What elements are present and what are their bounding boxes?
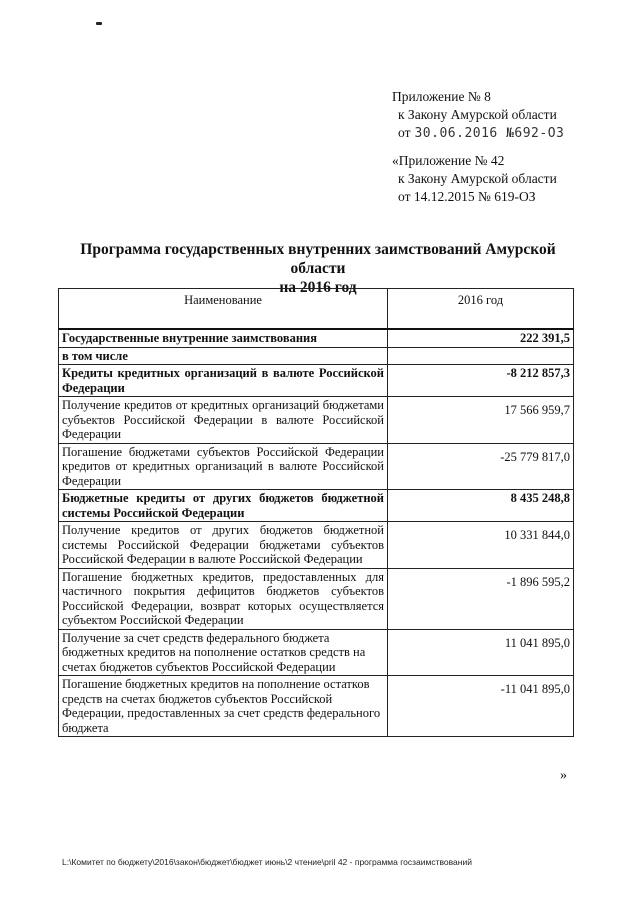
- table-row: [59, 522, 574, 569]
- appendix-current-date-stamp: 30.06.2016 №692-ОЗ: [414, 126, 565, 141]
- appendix-original-block: [392, 152, 557, 206]
- row-value: 17 566 959,7: [388, 397, 574, 444]
- row-name: Получение кредитов от других бюджетов бюджетной системы Российской Федерации бюджетами субъектов Российской Федерации в валюте Российской Федерации: [59, 522, 388, 569]
- row-name: Кредиты кредитных организаций в валюте Российской Федерации: [59, 365, 388, 397]
- table-row: [59, 490, 574, 522]
- appendix-current-number: Приложение № 8: [392, 89, 491, 104]
- row-value: 10 331 844,0: [388, 522, 574, 569]
- row-value: -11 041 895,0: [388, 676, 574, 737]
- borrowing-program-table: [58, 288, 574, 737]
- appendix-current-law: к Закону Амурской области: [398, 107, 557, 122]
- appendix-original-date: от 14.12.2015 № 619-ОЗ: [398, 189, 536, 204]
- table-row-total: [59, 329, 574, 347]
- table-row: [59, 629, 574, 676]
- appendix-current-block: [392, 88, 564, 143]
- row-value: 8 435 248,8: [388, 490, 574, 522]
- page-title-line2: на 2016 год: [279, 279, 357, 296]
- row-value: -8 212 857,3: [388, 365, 574, 397]
- table-row-including: [59, 347, 574, 365]
- row-name: Государственные внутренние заимствования: [59, 329, 388, 347]
- row-value: [388, 347, 574, 365]
- column-header-year: 2016 год: [388, 289, 574, 330]
- row-name: Погашение бюджетных кредитов, предоставленных для частичного покрытия дефицитов бюджетов субъектов Российской Федерации, возврат которых осуществляется субъектом Российской Федерации: [59, 568, 388, 629]
- row-value: -1 896 595,2: [388, 568, 574, 629]
- row-value: 222 391,5: [388, 329, 574, 347]
- row-name: Погашение бюджетами субъектов Российской Федерации кредитов от кредитных организаций в валюте Российской Федерации: [59, 443, 388, 490]
- appendix-current-date: [392, 124, 564, 143]
- file-path-footer: L:\Комитет по бюджету\2016\закон\бюджет\бюджет июнь\2 чтение\pril 42 - программа госзаимствований: [62, 857, 472, 867]
- row-name: Погашение бюджетных кредитов на пополнение остатков средств на счетах бюджетов субъектов Российской Федерации, предоставленных за счет средств федерального бюджета: [59, 676, 388, 737]
- row-value: 11 041 895,0: [388, 629, 574, 676]
- table-header-row: [59, 289, 574, 330]
- closing-quote: »: [560, 768, 567, 783]
- table-row: [59, 397, 574, 444]
- appendix-current-date-prefix: от: [398, 125, 411, 140]
- row-name: в том числе: [59, 347, 388, 365]
- row-value: -25 779 817,0: [388, 443, 574, 490]
- table-row: [59, 676, 574, 737]
- row-name: Бюджетные кредиты от других бюджетов бюджетной системы Российской Федерации: [59, 490, 388, 522]
- column-header-name: Наименование: [59, 289, 388, 330]
- row-name: Получение за счет средств федерального бюджета бюджетных кредитов на пополнение остатков средств на счетах бюджетов субъектов Российской Федерации: [59, 629, 388, 676]
- table-row: [59, 443, 574, 490]
- table-row: [59, 365, 574, 397]
- appendix-original-number: «Приложение № 42: [392, 153, 505, 168]
- row-name: Получение кредитов от кредитных организаций бюджетами субъектов Российской Федерации в валюте Российской Федерации: [59, 397, 388, 444]
- page-title-line1: Программа государственных внутренних заимствований Амурской области: [80, 241, 556, 277]
- scan-mark: [96, 22, 102, 25]
- table-row: [59, 568, 574, 629]
- appendix-original-law: к Закону Амурской области: [398, 171, 557, 186]
